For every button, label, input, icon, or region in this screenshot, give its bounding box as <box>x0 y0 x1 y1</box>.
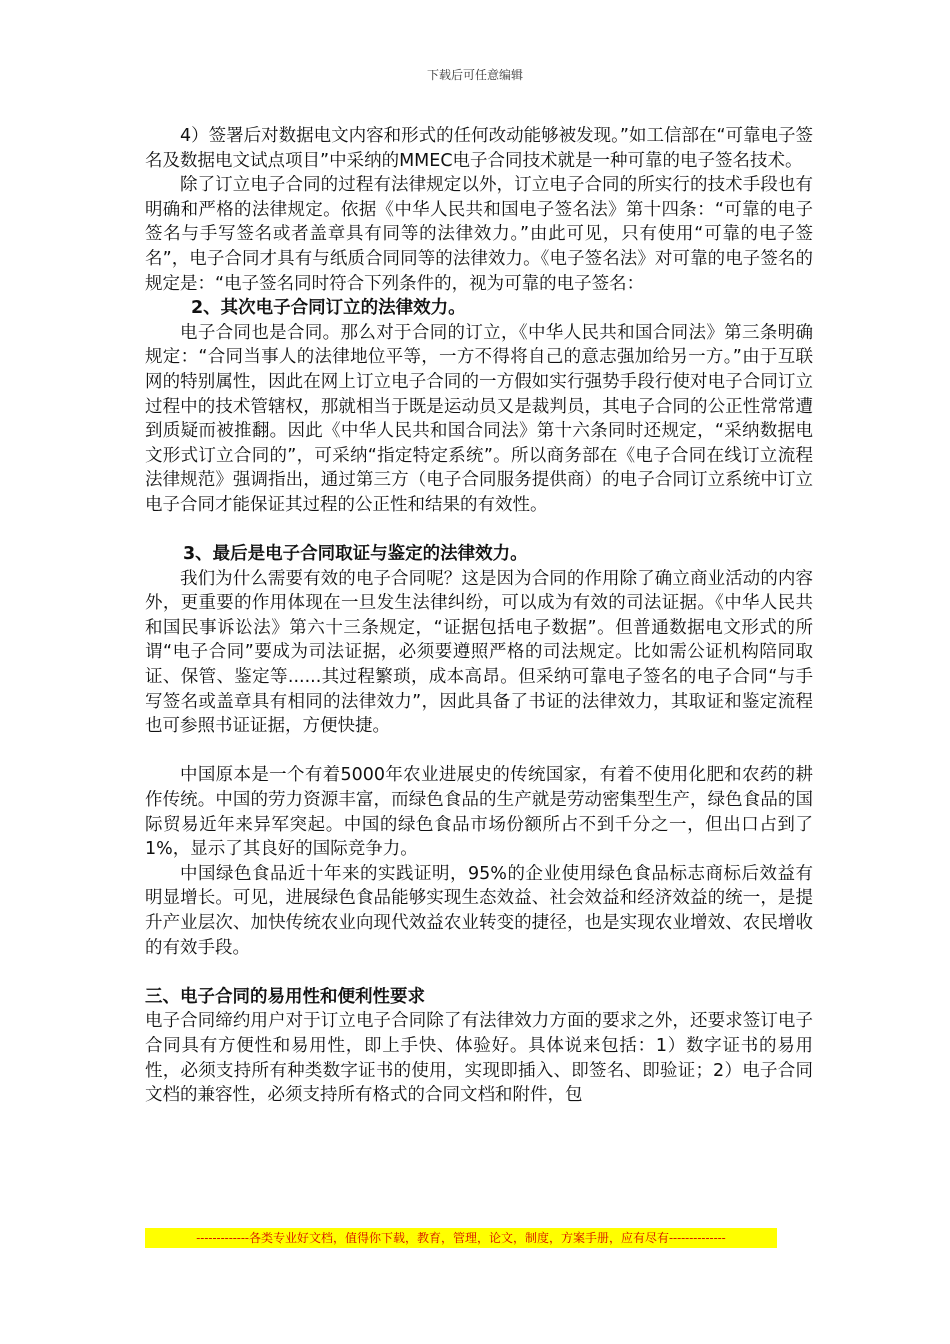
paragraph-signature-condition-4: 4）签署后对数据电文内容和形式的任何改动能够被发现。”如工信部在“可靠电子签名及数据电文试点项目”中采纳的MMEC电子合同技术就是一种可靠的电子签名技术。 <box>145 126 814 171</box>
paragraph-green-food-2: 中国绿色食品近十年来的实践证明，95%的企业使用绿色食品标志商标后效益有明显增长。可见，进展绿色食品能够实现生态效益、社会效益和经济效益的统一，是提升产业层次、加快传统农业向现代效益农业转变的捷径，也是实现农业增效、农民增收的有效手段。 <box>145 863 813 958</box>
subheading-contract-formation: 2、其次电子合同订立的法律效力。 <box>191 298 466 319</box>
footer-banner: -------------各类专业好文档，值得你下载，教育，管理，论文，制度，方案手册，应有尽有-------------- <box>145 1228 777 1248</box>
blank-line <box>145 960 813 985</box>
blank-line <box>145 518 813 543</box>
section-heading-usability: 三、电子合同的易用性和便利性要求 <box>145 986 425 1007</box>
subheading-evidence: 3、最后是电子合同取证与鉴定的法律效力。 <box>183 544 528 565</box>
paragraph-evidence: 我们为什么需要有效的电子合同呢？这是因为合同的作用除了确立商业活动的内容外，更重要的作用体现在一旦发生法律纠纷，可以成为有效的司法证据。《中华人民共和国民事诉讼法》第六十三条规定，“证据包括电子数据”。但普通数据电文形式的所谓“电子合同”要成为司法证据，必须要遵照严格的司法规定。比如需公证机构陪同取证、保管、鉴定等......其过程繁琐，成本高昂。但采纳可靠电子签名的电子合同“与手写签名或盖章具有相同的法律效力”，因此具备了书证的法律效力，其取证和鉴定流程也可参照书证证据，方便快捷。 <box>145 568 813 737</box>
paragraph-usability: 电子合同缔约用户对于订立电子合同除了有法律效力方面的要求之外，还要求签订电子合同具有方便性和易用性，即上手快、体验好。具体说来包括：1）数字证书的易用性，必须支持所有种类数字证书的使用，实现即插入、即签名、即验证；2）电子合同文档的兼容性，必须支持所有格式的合同文档和附件，包 <box>145 1011 813 1106</box>
document-body <box>145 124 813 1108</box>
paragraph-signature-law: 除了订立电子合同的过程有法律规定以外，订立电子合同的所实行的技术手段也有明确和严格的法律规定。依据《中华人民共和国电子签名法》第十四条：“可靠的电子签名与手写签名或者盖章具有同等的法律效力。”由此可见，只有使用“可靠的电子签名”，电子合同才具有与纸质合同同等的法律效力。《电子签名法》对可靠的电子签名的规定是：“电子签名同时符合下列条件的，视为可靠的电子签名： <box>145 175 813 294</box>
paragraph-green-food-1: 中国原本是一个有着5000年农业进展史的传统国家，有着不使用化肥和农药的耕作传统。中国的劳力资源丰富，而绿色食品的生产就是劳动密集型生产，绿色食品的国际贸易近年来异军突起。中国的绿色食品市场份额所占不到千分之一，但出口占到了1%，显示了其良好的国际竞争力。 <box>145 765 813 860</box>
page-header: 下载后可任意编辑 <box>426 68 523 82</box>
paragraph-contract-formation: 电子合同也是合同。那么对于合同的订立，《中华人民共和国合同法》第三条明确规定：“合同当事人的法律地位平等，一方不得将自己的意志强加给另一方。”由于互联网的特别属性，因此在网上订立电子合同的一方假如实行强势手段行使对电子合同订立过程中的技术管辖权，那就相当于既是运动员又是裁判员，其电子合同的公正性常常遭到质疑而被推翻。因此《中华人民共和国合同法》第十六条同时还规定，“采纳数据电文形式订立合同的”，可采纳“指定特定系统”。所以商务部在《电子合同在线订立流程法律规范》强调指出，通过第三方（电子合同服务提供商）的电子合同订立系统中订立电子合同才能保证其过程的公正性和结果的有效性。 <box>145 322 813 515</box>
blank-line <box>145 739 813 764</box>
